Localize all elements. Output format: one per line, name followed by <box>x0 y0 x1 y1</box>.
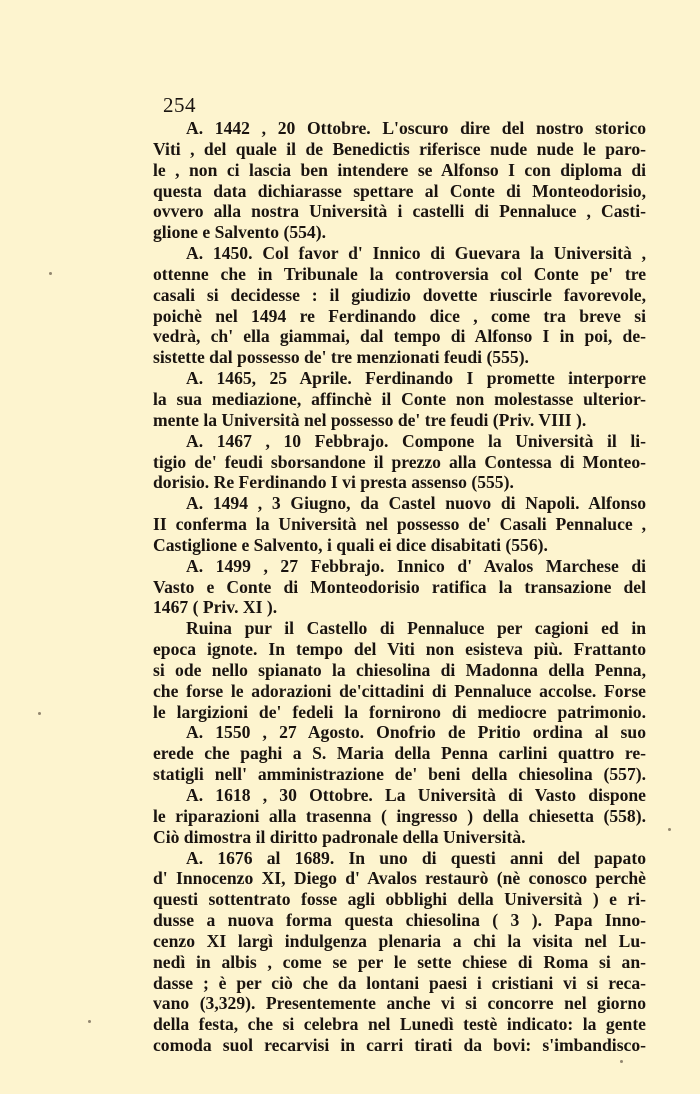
paper-speck <box>668 828 671 831</box>
paper-speck <box>38 712 41 715</box>
text-line: cenzo XI largì indulgenza plenaria a chi la visita nel Lu- <box>153 930 646 951</box>
text-line: vedrà, ch' ella giammai, dal tempo di Alfonso I in poi, de- <box>153 326 646 347</box>
text-line: A. 1465, 25 Aprile. Ferdinando I promette interporre <box>186 368 646 389</box>
text-line: dorisio. Re Ferdinando I vi presta assenso (555). <box>153 472 514 493</box>
text-line: mente la Università nel possesso de' tre feudi (Priv. VIII ). <box>153 409 587 430</box>
text-line: poichè nel 1494 re Ferdinando dice , come tra breve si <box>153 305 646 326</box>
text-line: che forse le adorazioni de'cittadini di Pennaluce accolse. Forse <box>153 680 646 701</box>
text-line: A. 1499 , 27 Febbrajo. Innico d' Avalos Marchese di <box>186 555 646 576</box>
text-line: ovvero alla nostra Università i castelli di Pennaluce , Casti- <box>153 201 646 222</box>
text-line: A. 1618 , 30 Ottobre. La Università di Vasto dispone <box>186 785 646 805</box>
text-line: della festa, che si celebra nel Lunedì testè indicato: la gente <box>153 1014 646 1035</box>
text-line: questa data dichiarasse spettare al Conte di Monteodorisio, <box>153 180 646 201</box>
text-line: le largizioni de' fedeli la fornirono di mediocre patrimonio. <box>153 701 646 722</box>
text-line: questi sottentrato fosse agli obblighi della Università ) e ri- <box>153 889 646 910</box>
text-line: A. 1494 , 3 Giugno, da Castel nuovo di Napoli. Alfonso <box>186 493 646 514</box>
text-line: A. 1442 , 20 Ottobre. L'oscuro dire del nostro storico <box>186 118 646 138</box>
text-line: le , non ci lascia ben intendere se Alfonso I con diploma di <box>153 159 646 180</box>
text-line: epoca ignote. In tempo del Viti non esisteva più. Frattanto <box>153 639 646 660</box>
text-line: nedì in albis , come se per le sette chiese di Roma si an- <box>153 951 646 972</box>
text-line: erede che paghi a S. Maria della Penna carlini quattro re- <box>153 743 646 764</box>
text-line: le riparazioni alla trasenna ( ingresso ) della chiesetta (558). <box>153 805 646 826</box>
text-line: Viti , del quale il de Benedictis riferisce nude nude le paro- <box>153 138 646 159</box>
text-line: A. 1467 , 10 Febbrajo. Compone la Università il li- <box>186 430 646 451</box>
body-text <box>153 118 646 1056</box>
text-line: dusse a nuova forma questa chiesolina ( 3 ). Papa Inno- <box>153 910 646 931</box>
text-line: A. 1450. Col favor d' Innico di Guevara la Università , <box>186 243 646 264</box>
text-line: comoda suol recarvisi in carri tirati da bovi: s'imbandisco- <box>153 1035 646 1056</box>
text-line: statigli nell' amministrazione de' beni della chiesolina (557). <box>153 764 646 785</box>
text-line: casali si decidesse : il giudizio dovette riuscirle favorevole, <box>153 284 646 305</box>
paper-speck <box>49 272 52 275</box>
paper-speck <box>88 1020 91 1023</box>
text-line: Ruina pur il Castello di Pennaluce per cagioni ed in <box>186 618 646 639</box>
text-line: ottenne che in Tribunale la controversia col Conte pe' tre <box>153 263 646 284</box>
text-line: la sua mediazione, affinchè il Conte non molestasse ulterior- <box>153 388 646 409</box>
text-line: A. 1550 , 27 Agosto. Onofrio de Pritio ordina al suo <box>186 722 646 743</box>
text-line: II conferma la Università nel possesso de' Casali Pennaluce , <box>153 514 646 535</box>
text-line: sistette dal possesso de' tre menzionati feudi (555). <box>153 347 529 368</box>
text-line: vano (3,329). Presentemente anche vi si concorre nel giorno <box>153 993 646 1014</box>
text-line: Castiglione e Salvento, i quali ei dice disabitati (556). <box>153 534 548 555</box>
paper-speck <box>620 1060 623 1063</box>
text-line: 1467 ( Priv. XI ). <box>153 597 278 618</box>
text-line: d' Innocenzo XI, Diego d' Avalos restaurò (nè conosco perchè <box>153 868 646 889</box>
text-line: glione e Salvento (554). <box>153 222 326 243</box>
text-line: tigio de' feudi sborsandone il prezzo alla Contessa di Monteo- <box>153 451 646 472</box>
text-line: A. 1676 al 1689. In uno di questi anni del papato <box>186 847 646 868</box>
text-line: Vasto e Conte di Monteodorisio ratifica la transazione del <box>153 576 646 597</box>
text-line: si ode nello spianato la chiesolina di Madonna della Penna, <box>153 659 646 680</box>
text-line: dasse ; è per ciò che da lontani paesi i cristiani vi si reca- <box>153 972 646 993</box>
text-line: Ciò dimostra il diritto padronale della Università. <box>153 826 526 847</box>
page-number: 254 <box>163 93 196 117</box>
